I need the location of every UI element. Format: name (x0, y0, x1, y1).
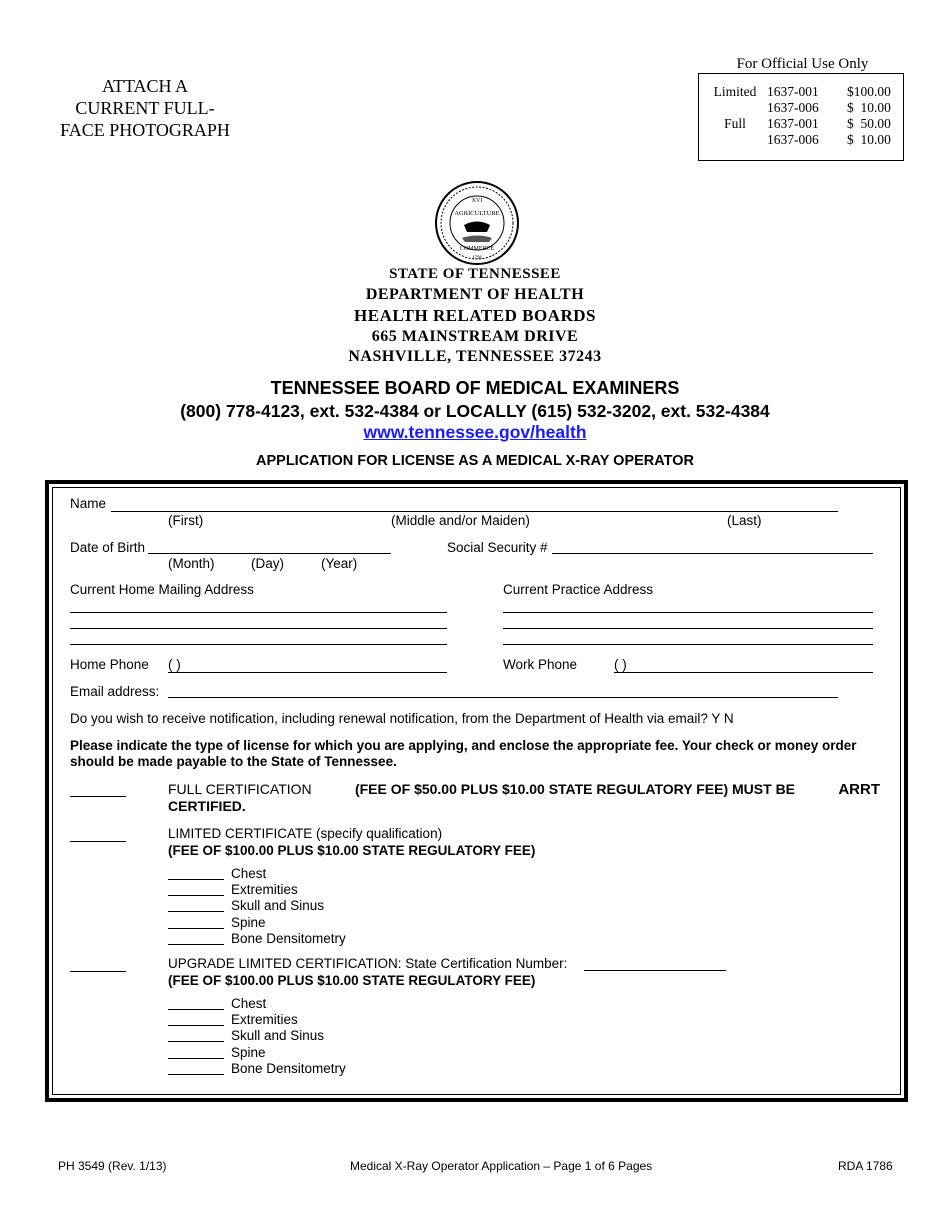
official-use-code: 1637-001 (767, 116, 819, 131)
board-phones: (800) 778-4123, ext. 532-4384 or LOCALLY (615) 532-3202, ext. 532-4384 (180, 401, 770, 421)
official-use-row (703, 116, 899, 132)
limited-cert-fee: (FEE OF $100.00 PLUS $10.00 STATE REGULATORY FEE) (168, 843, 536, 858)
ssn-field[interactable] (552, 553, 873, 554)
option-label: Bone Densitometry (231, 930, 346, 946)
middle-name-caption: (Middle and/or Maiden) (391, 513, 530, 528)
dob-month-caption: (Month) (168, 556, 215, 571)
dob-label: Date of Birth (70, 540, 146, 555)
board-name: TENNESSEE BOARD OF MEDICAL EXAMINERS (270, 378, 680, 398)
option-checkline[interactable] (168, 1058, 224, 1059)
state-cert-number-field[interactable] (584, 970, 726, 971)
footer-rda: RDA 1786 (838, 1159, 893, 1173)
first-name-caption: (First) (168, 513, 204, 528)
official-use-fee: $ 50.00 (847, 116, 891, 131)
full-cert-fee: (FEE OF $50.00 PLUS $10.00 STATE REGULATORY FEE) MUST BE (354, 781, 796, 797)
official-use-code: 1637-006 (767, 100, 819, 115)
home-address-label: Current Home Mailing Address (70, 582, 254, 597)
practice-address-label: Current Practice Address (503, 582, 654, 597)
option-label: Bone Densitometry (231, 1060, 346, 1076)
form-title: APPLICATION FOR LICENSE AS A MEDICAL X-RAY OPERATOR (256, 453, 694, 469)
license-instruction: Please indicate the type of license for which you are applying, and enclose the appropriate fee. Your check or money order should be made payable to the State of Tennessee. (70, 738, 857, 769)
option-checkline[interactable] (168, 1041, 224, 1042)
option-label: Chest (231, 866, 267, 881)
option-checkline[interactable] (168, 1025, 224, 1026)
full-cert-end: CERTIFIED. (168, 798, 246, 814)
limited-cert-label: LIMITED CERTIFICATE (specify qualification) (168, 826, 443, 841)
option-label: Spine (231, 914, 266, 930)
dob-day-caption: (Day) (251, 556, 284, 571)
option-checkline[interactable] (168, 928, 224, 929)
name-field[interactable] (111, 511, 838, 512)
website-link[interactable]: www.tennessee.gov/health (363, 422, 587, 442)
option-checkline[interactable] (168, 895, 224, 896)
home-phone-label: Home Phone (70, 657, 149, 672)
option-label: Skull and Sinus (231, 898, 325, 914)
full-cert-label: FULL CERTIFICATION (168, 781, 312, 797)
home-address-line-1[interactable] (70, 612, 447, 613)
official-use-type (703, 132, 767, 148)
official-use-row (703, 132, 899, 148)
footer-form-number: PH 3549 (Rev. 1/13) (58, 1159, 167, 1173)
full-cert-checkline[interactable] (70, 796, 126, 797)
option-checkline[interactable] (168, 1074, 224, 1075)
official-use-type: Limited (713, 84, 757, 99)
official-use-fee: $ 10.00 (847, 100, 891, 115)
official-use-row (703, 100, 899, 116)
footer-page-info: Medical X-Ray Operator Application – Page 1 of 6 Pages (350, 1159, 653, 1173)
header-department: DEPARTMENT OF HEALTH (365, 286, 585, 303)
email-field[interactable] (168, 697, 838, 698)
official-use-fee: $100.00 (847, 84, 891, 99)
limited-cert-checkline[interactable] (70, 841, 126, 842)
option-label: Extremities (231, 882, 298, 898)
option-checkline[interactable] (168, 1009, 224, 1010)
practice-address-line-2[interactable] (503, 628, 873, 629)
option-label: Skull and Sinus (231, 1028, 325, 1044)
official-use-table (698, 73, 904, 161)
svg-text:XVI: XVI (471, 198, 483, 204)
email-label: Email address: (70, 684, 160, 699)
dob-field[interactable] (148, 553, 391, 554)
work-phone-label: Work Phone (503, 657, 578, 672)
header-city: NASHVILLE, TENNESSEE 37243 (348, 348, 602, 365)
last-name-caption: (Last) (727, 513, 762, 528)
upgrade-cert-checkline[interactable] (70, 971, 126, 972)
header-state: STATE OF TENNESSEE (389, 266, 561, 282)
work-phone-area: ( ) (614, 657, 627, 672)
official-use-title: For Official Use Only (736, 56, 869, 72)
state-seal (432, 180, 522, 266)
option-label: Spine (231, 1044, 266, 1060)
email-notification-question: Do you wish to receive notification, including renewal notification, from the Department of Health via email? Y N (70, 711, 734, 726)
home-phone-area: ( ) (168, 657, 181, 672)
full-cert-arrt: ARRT (838, 781, 880, 798)
official-use-code: 1637-001 (767, 84, 819, 99)
practice-address-line-1[interactable] (503, 612, 873, 613)
official-use-type: Full (724, 116, 746, 131)
official-use-fee: $ 10.00 (847, 132, 891, 147)
svg-text:COMMERCE: COMMERCE (459, 246, 495, 252)
dob-year-caption: (Year) (321, 556, 358, 571)
option-checkline[interactable] (168, 911, 224, 912)
home-address-line-2[interactable] (70, 628, 447, 629)
option-label: Chest (231, 996, 267, 1011)
ssn-label: Social Security # (447, 540, 548, 555)
header-street: 665 MAINSTREAM DRIVE (371, 328, 579, 345)
upgrade-cert-fee: (FEE OF $100.00 PLUS $10.00 STATE REGULATORY FEE) (168, 973, 536, 988)
home-phone-field[interactable] (168, 672, 447, 673)
upgrade-cert-label: UPGRADE LIMITED CERTIFICATION: State Certification Number: (168, 956, 568, 971)
option-checkline[interactable] (168, 879, 224, 880)
home-address-line-3[interactable] (70, 644, 447, 645)
svg-text:1796: 1796 (472, 256, 482, 261)
option-label: Extremities (231, 1012, 298, 1028)
option-checkline[interactable] (168, 944, 224, 945)
official-use-row (703, 84, 899, 100)
header-boards: HEALTH RELATED BOARDS (354, 306, 596, 325)
practice-address-line-3[interactable] (503, 644, 873, 645)
svg-text:AGRICULTURE: AGRICULTURE (454, 210, 500, 217)
name-label: Name (70, 496, 107, 511)
photo-instruction: ATTACH A CURRENT FULL-FACE PHOTOGRAPH (60, 76, 230, 140)
official-use-type (703, 100, 767, 116)
official-use-code: 1637-006 (767, 132, 819, 147)
work-phone-field[interactable] (614, 672, 873, 673)
